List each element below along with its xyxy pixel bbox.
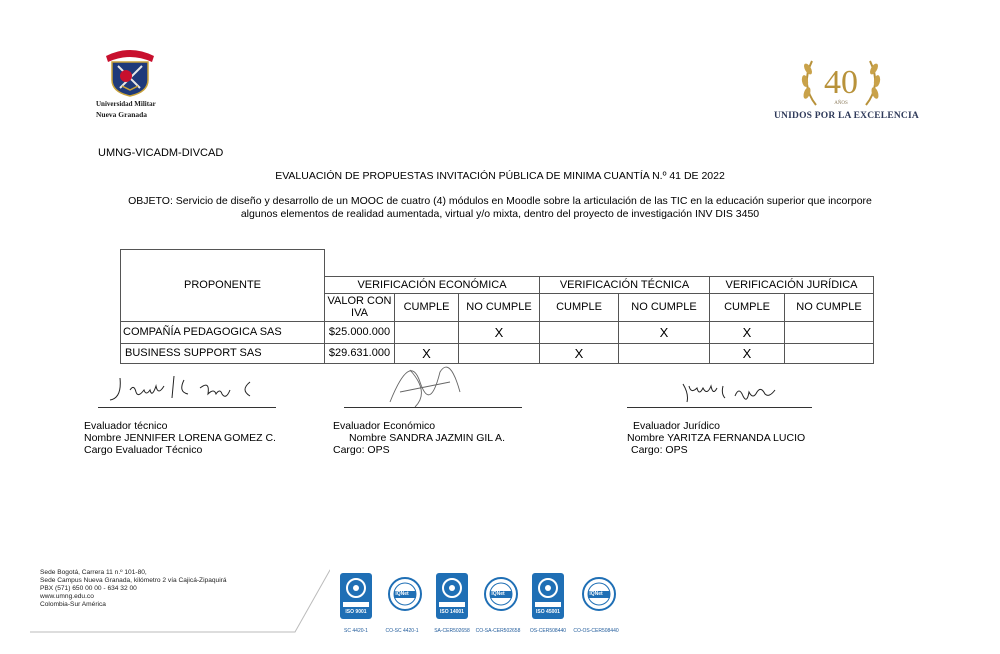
- signature-name: Nombre JENNIFER LORENA GOMEZ C.: [84, 432, 276, 444]
- document-code: UMNG-VICADM-DIVCAD: [98, 147, 224, 159]
- certification-label: ISO 45001: [536, 609, 560, 615]
- certification-badge: [475, 572, 521, 634]
- iqnet-seal-icon: [579, 572, 619, 622]
- certification-label: IQNet: [589, 591, 603, 597]
- iqnet-seal-icon: [481, 572, 521, 622]
- valor-header: VALOR CON IVA: [325, 293, 395, 321]
- signature-line-legal: [627, 407, 812, 408]
- certification-code: CO-SC 4420-1: [385, 628, 419, 634]
- university-name-line2: Nueva Granada: [96, 110, 148, 119]
- table-row: [121, 321, 874, 343]
- valor-cell: $25.000.000: [325, 321, 395, 343]
- signature-role: Evaluador Jurídico: [633, 420, 720, 432]
- certification-code: SA-CER502658: [434, 628, 470, 634]
- valor-cell: $29.631.000: [325, 343, 395, 363]
- certifications-strip: [335, 572, 635, 642]
- signature-technical-image: [100, 368, 280, 408]
- jur-no-cumple-cell: [785, 321, 874, 343]
- certification-badge: [529, 572, 567, 634]
- proponente-header: PROPONENTE: [121, 250, 325, 322]
- tec-no-cumple-cell: X: [619, 321, 710, 343]
- laurel-wreath-icon: [796, 55, 886, 109]
- signature-legal-block: [627, 420, 805, 456]
- eco-no-cumple-cell: [459, 343, 540, 363]
- eco-no-cumple-cell: X: [459, 321, 540, 343]
- signature-economic-block: [333, 420, 505, 456]
- signature-role: Evaluador Económico: [333, 420, 436, 432]
- tec-no-cumple-header: NO CUMPLE: [619, 293, 710, 321]
- certification-label: ISO 9001: [345, 609, 367, 615]
- signature-cargo: Cargo: OPS: [631, 444, 688, 456]
- footer-website: www.umng.edu.co: [40, 593, 94, 600]
- evaluation-table: [120, 249, 874, 364]
- anniversary-logo: [770, 55, 919, 125]
- certification-code: SC 4420-1: [344, 628, 368, 634]
- certification-label: ISO 14001: [440, 609, 464, 615]
- table-row: [121, 343, 874, 363]
- signature-legal-image: [675, 378, 795, 406]
- technical-verification-header: VERIFICACIÓN TÉCNICA: [540, 276, 710, 293]
- footer-line: Colombia-Sur América: [40, 601, 106, 608]
- certification-badge: [339, 572, 373, 634]
- certification-label: IQNet: [395, 591, 409, 597]
- objeto-label: OBJETO:: [128, 195, 173, 207]
- anniversary-number: 40: [824, 64, 858, 101]
- signature-line-technical: [98, 407, 276, 408]
- tec-cumple-header: CUMPLE: [540, 293, 619, 321]
- certification-badge: [385, 572, 419, 634]
- proponente-cell: BUSINESS SUPPORT SAS: [121, 343, 325, 363]
- eco-cumple-cell: X: [395, 343, 459, 363]
- tec-no-cumple-cell: [619, 343, 710, 363]
- eco-no-cumple-header: NO CUMPLE: [459, 293, 540, 321]
- signature-cargo: Cargo: OPS: [333, 444, 390, 456]
- legal-verification-header: VERIFICACIÓN JURÍDICA: [710, 276, 874, 293]
- anniversary-tagline: UNIDOS POR LA EXCELENCIA: [774, 111, 919, 121]
- signature-line-economic: [344, 407, 522, 408]
- footer-line: PBX (571) 650 00 00 - 634 32 00: [40, 585, 137, 592]
- certification-badge: [434, 572, 470, 634]
- university-crest-icon: [104, 46, 156, 98]
- certification-label: IQNet: [491, 591, 505, 597]
- jur-cumple-header: CUMPLE: [710, 293, 785, 321]
- signature-economic-image: [370, 362, 470, 412]
- eco-cumple-cell: [395, 321, 459, 343]
- university-name-line1: Universidad Militar: [96, 100, 156, 108]
- tec-cumple-cell: [540, 321, 619, 343]
- jur-no-cumple-cell: [785, 343, 874, 363]
- certification-code: CO-OS-CER508440: [573, 628, 619, 634]
- signature-technical-block: [84, 420, 276, 456]
- university-logo: [90, 40, 170, 126]
- document-title: EVALUACIÓN DE PROPUESTAS INVITACIÓN PÚBLICA DE MINIMA CUANTÍA N.º 41 DE 2022: [275, 170, 725, 182]
- signature-role: Evaluador técnico: [84, 420, 168, 432]
- eco-cumple-header: CUMPLE: [395, 293, 459, 321]
- certification-code: CO-SA-CER502658: [475, 628, 521, 634]
- footer-line: Sede Campus Nueva Granada, kilómetro 2 vía Cajicá-Zipaquirá: [40, 577, 227, 584]
- anniversary-years-label: AÑOS: [834, 101, 848, 106]
- footer-divider-line: [30, 568, 330, 634]
- iqnet-seal-icon: [385, 572, 425, 622]
- signature-name: Nombre SANDRA JAZMIN GIL A.: [349, 432, 505, 444]
- document-objeto: [110, 195, 890, 221]
- jur-cumple-cell: X: [710, 343, 785, 363]
- objeto-text: Servicio de diseño y desarrollo de un MOOC de cuatro (4) módulos en Moodle sobre la articulación de las TIC en la educación superior que incorpore algunos elementos de realidad aumentada, virtual y/o mixta, dentro del proyecto de investigación INV DIS 3450: [172, 195, 872, 220]
- economic-verification-header: VERIFICACIÓN ECONÓMICA: [325, 276, 540, 293]
- signature-name: Nombre YARITZA FERNANDA LUCIO: [627, 432, 806, 444]
- proponente-cell: COMPAÑÍA PEDAGOGICA SAS: [121, 321, 325, 343]
- certification-badge: [573, 572, 619, 634]
- tec-cumple-cell: X: [540, 343, 619, 363]
- footer-line: Sede Bogotá, Carrera 11 n.º 101-80,: [40, 569, 147, 576]
- jur-cumple-cell: X: [710, 321, 785, 343]
- certification-code: OS-CER508440: [529, 628, 567, 634]
- jur-no-cumple-header: NO CUMPLE: [785, 293, 874, 321]
- signature-cargo: Cargo Evaluador Técnico: [84, 444, 203, 456]
